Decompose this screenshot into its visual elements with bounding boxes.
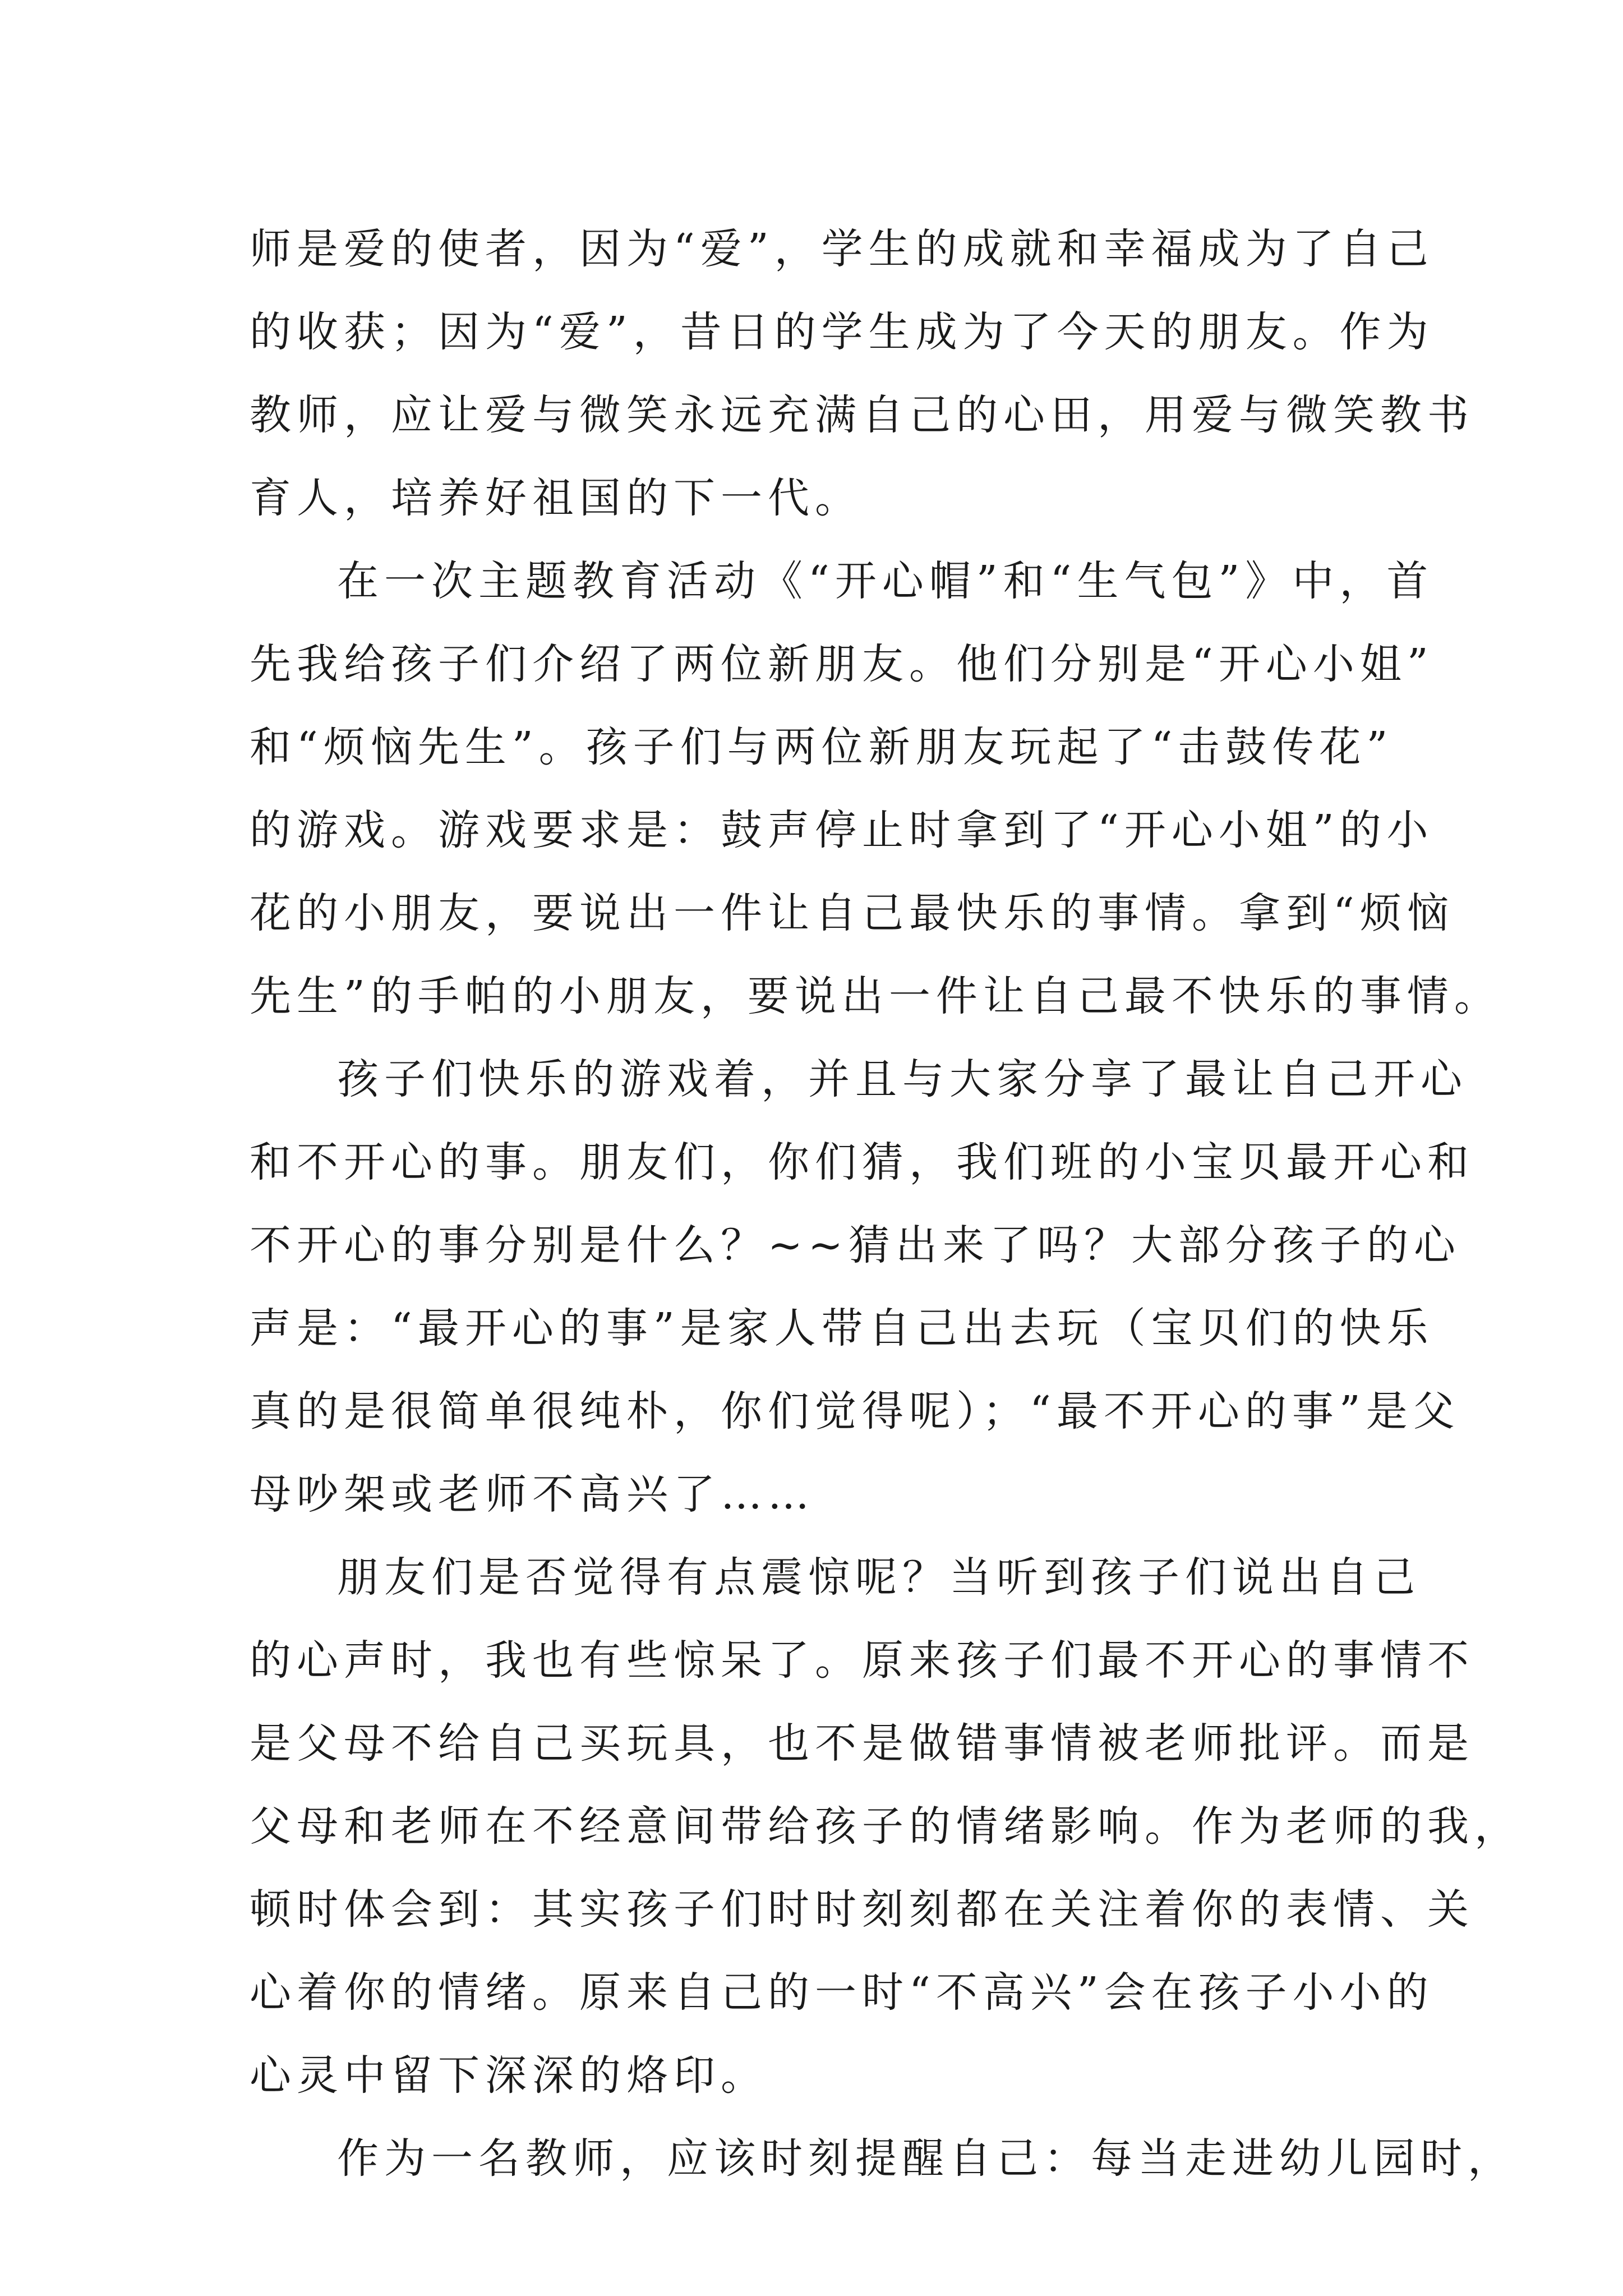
text-line: 先生”的手帕的小朋友，要说出一件让自己最不快乐的事情。 bbox=[250, 972, 1501, 1020]
text-line: 教师，应让爱与微笑永远充满自己的心田，用爱与微笑教书 bbox=[250, 391, 1474, 439]
text-line: 的游戏。游戏要求是：鼓声停止时拿到了“开心小姐”的小 bbox=[250, 806, 1434, 854]
text-line: 的心声时，我也有些惊呆了。原来孩子们最不开心的事情不 bbox=[250, 1636, 1474, 1685]
text-line: 父母和老师在不经意间带给孩子的情绪影响。作为老师的我， bbox=[250, 1802, 1521, 1851]
body-text bbox=[250, 208, 1521, 2200]
text-line: 心灵中留下深深的烙印。 bbox=[250, 2051, 768, 2100]
text-line: 在一次主题教育活动《“开心帽”和“生气包”》中，首 bbox=[337, 557, 1434, 605]
text-line: 母吵架或老师不高兴了…… bbox=[250, 1470, 815, 1519]
text-line: 先我给孩子们介绍了两位新朋友。他们分别是“开心小姐” bbox=[250, 640, 1434, 688]
text-line: 不开心的事分别是什么？~~猜出来了吗？大部分孩子的心 bbox=[250, 1221, 1461, 1269]
text-line: 师是爱的使者，因为“爱”，学生的成就和幸福成为了自己 bbox=[250, 225, 1434, 273]
text-line: 的收获；因为“爱”，昔日的学生成为了今天的朋友。作为 bbox=[250, 308, 1434, 356]
text-line: 育人，培养好祖国的下一代。 bbox=[250, 474, 862, 522]
text-line: 是父母不给自己买玩具，也不是做错事情被老师批评。而是 bbox=[250, 1719, 1474, 1768]
text-line: 孩子们快乐的游戏着，并且与大家分享了最让自己开心 bbox=[337, 1055, 1468, 1103]
text-line: 和不开心的事。朋友们，你们猜，我们班的小宝贝最开心和 bbox=[250, 1138, 1474, 1186]
text-line: 和“烦恼先生”。孩子们与两位新朋友玩起了“击鼓传花” bbox=[250, 723, 1394, 771]
text-line: 作为一名教师，应该时刻提醒自己：每当走进幼儿园时， bbox=[337, 2134, 1515, 2183]
text-line: 花的小朋友，要说出一件让自己最快乐的事情。拿到“烦恼 bbox=[250, 889, 1454, 937]
text-line: 心着你的情绪。原来自己的一时“不高兴”会在孩子小小的 bbox=[250, 1968, 1434, 2017]
text-line: 真的是很简单很纯朴，你们觉得呢）；“最不开心的事”是父 bbox=[250, 1387, 1460, 1435]
text-line: 朋友们是否觉得有点震惊呢？当听到孩子们说出自己 bbox=[337, 1553, 1421, 1602]
text-line: 顿时体会到：其实孩子们时时刻刻都在关注着你的表情、关 bbox=[250, 1885, 1474, 1934]
text-line: 声是：“最开心的事”是家人带自己出去玩（宝贝们的快乐 bbox=[250, 1304, 1434, 1352]
